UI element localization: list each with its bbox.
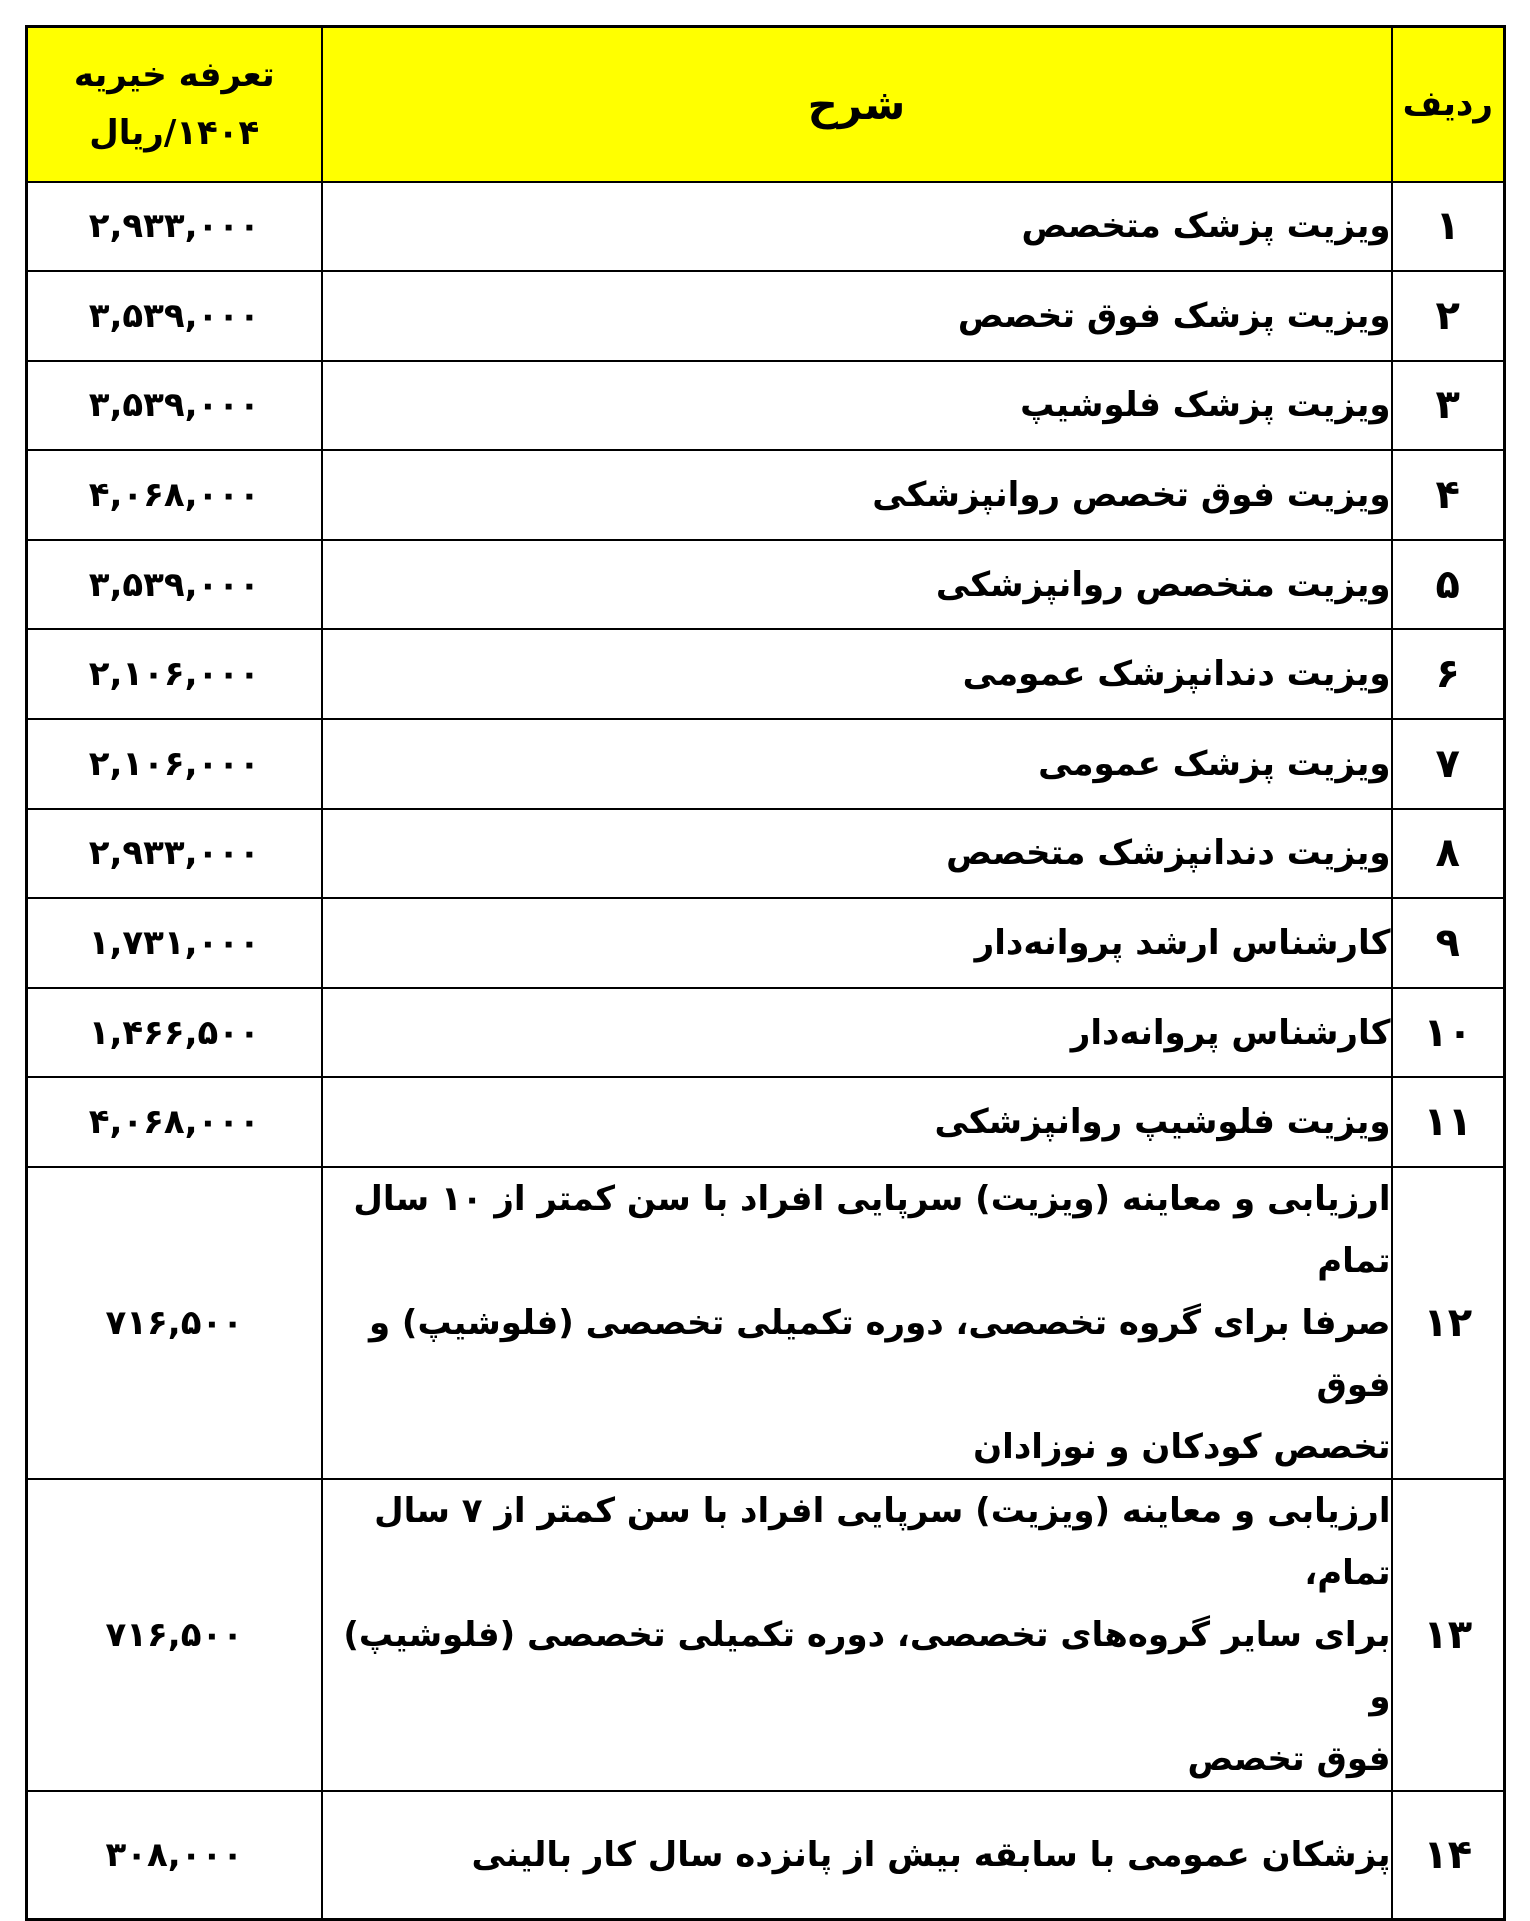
table-body — [27, 182, 1505, 1920]
row-price: ۱,۴۶۶,۵۰۰ — [27, 988, 322, 1078]
row-description: ویزیت دندانپزشک متخصص — [322, 809, 1392, 899]
table-row — [27, 450, 1505, 540]
row-description: ویزیت پزشک متخصص — [322, 182, 1392, 272]
table-row — [27, 1077, 1505, 1167]
row-description-line: ارزیابی و معاینه (ویزیت) سرپایی افراد با سن کمتر از ۱۰ سال تمام — [353, 1179, 1391, 1282]
tariff-table — [25, 25, 1506, 1921]
row-price: ۴,۰۶۸,۰۰۰ — [27, 1077, 322, 1167]
row-number: ۸ — [1392, 809, 1505, 899]
row-number: ۲ — [1392, 271, 1505, 361]
row-price: ۳۰۸,۰۰۰ — [27, 1791, 322, 1919]
row-price: ۲,۹۳۳,۰۰۰ — [27, 809, 322, 899]
row-description: ویزیت پزشک فلوشیپ — [322, 361, 1392, 451]
row-price: ۲,۱۰۶,۰۰۰ — [27, 719, 322, 809]
row-price: ۲,۱۰۶,۰۰۰ — [27, 629, 322, 719]
table-row — [27, 271, 1505, 361]
header-row — [27, 27, 1505, 182]
header-description: شرح — [322, 27, 1392, 182]
row-description: کارشناس پروانه‌دار — [322, 988, 1392, 1078]
row-number: ۱۲ — [1392, 1167, 1505, 1479]
row-description: ویزیت فلوشیپ روانپزشکی — [322, 1077, 1392, 1167]
row-price: ۳,۵۳۹,۰۰۰ — [27, 540, 322, 630]
table-row — [27, 182, 1505, 272]
row-price: ۷۱۶,۵۰۰ — [27, 1479, 322, 1791]
row-number: ۵ — [1392, 540, 1505, 630]
row-number: ۱۱ — [1392, 1077, 1505, 1167]
row-number: ۱۳ — [1392, 1479, 1505, 1791]
row-price: ۳,۵۳۹,۰۰۰ — [27, 271, 322, 361]
table-header — [27, 27, 1505, 182]
table-row — [27, 1167, 1505, 1479]
header-price — [27, 27, 322, 182]
table-row — [27, 361, 1505, 451]
row-price: ۷۱۶,۵۰۰ — [27, 1167, 322, 1479]
row-price: ۲,۹۳۳,۰۰۰ — [27, 182, 322, 272]
row-number: ۹ — [1392, 898, 1505, 988]
row-number: ۱۰ — [1392, 988, 1505, 1078]
row-description-line: صرفا برای گروه تخصصی، دوره تکمیلی تخصصی (فلوشیپ) و فوق — [368, 1303, 1391, 1406]
row-description: ویزیت فوق تخصص روانپزشکی — [322, 450, 1392, 540]
row-description: کارشناس ارشد پروانه‌دار — [322, 898, 1392, 988]
row-description: ویزیت دندانپزشک عمومی — [322, 629, 1392, 719]
row-description — [322, 1167, 1392, 1479]
row-number: ۱ — [1392, 182, 1505, 272]
header-price-line2: ۱۴۰۴/ریال — [89, 113, 260, 154]
row-description: ویزیت پزشک فوق تخصص — [322, 271, 1392, 361]
table-row — [27, 719, 1505, 809]
row-description-line: فوق تخصص — [1187, 1739, 1391, 1780]
table-row — [27, 540, 1505, 630]
row-price: ۱,۷۳۱,۰۰۰ — [27, 898, 322, 988]
table-row — [27, 629, 1505, 719]
row-description-line: ارزیابی و معاینه (ویزیت) سرپایی افراد با سن کمتر از ۷ سال تمام، — [374, 1491, 1391, 1594]
table-row — [27, 898, 1505, 988]
table-row — [27, 809, 1505, 899]
row-number: ۶ — [1392, 629, 1505, 719]
row-number: ۷ — [1392, 719, 1505, 809]
row-description: ویزیت پزشک عمومی — [322, 719, 1392, 809]
row-number: ۱۴ — [1392, 1791, 1505, 1919]
table-row — [27, 1479, 1505, 1791]
header-price-line1: تعرفه خیریه — [73, 55, 275, 96]
row-description-line: تخصص کودکان و نوزادان — [973, 1427, 1391, 1468]
row-description — [322, 1479, 1392, 1791]
row-description-line: برای سایر گروه‌های تخصصی، دوره تکمیلی تخصصی (فلوشیپ) و — [343, 1615, 1391, 1718]
row-price: ۳,۵۳۹,۰۰۰ — [27, 361, 322, 451]
row-description: پزشکان عمومی با سابقه بیش از پانزده سال کار بالینی — [322, 1791, 1392, 1919]
row-price: ۴,۰۶۸,۰۰۰ — [27, 450, 322, 540]
table-row — [27, 988, 1505, 1078]
row-description: ویزیت متخصص روانپزشکی — [322, 540, 1392, 630]
row-number: ۳ — [1392, 361, 1505, 451]
table-row — [27, 1791, 1505, 1919]
row-number: ۴ — [1392, 450, 1505, 540]
header-row-number: ردیف — [1392, 27, 1505, 182]
